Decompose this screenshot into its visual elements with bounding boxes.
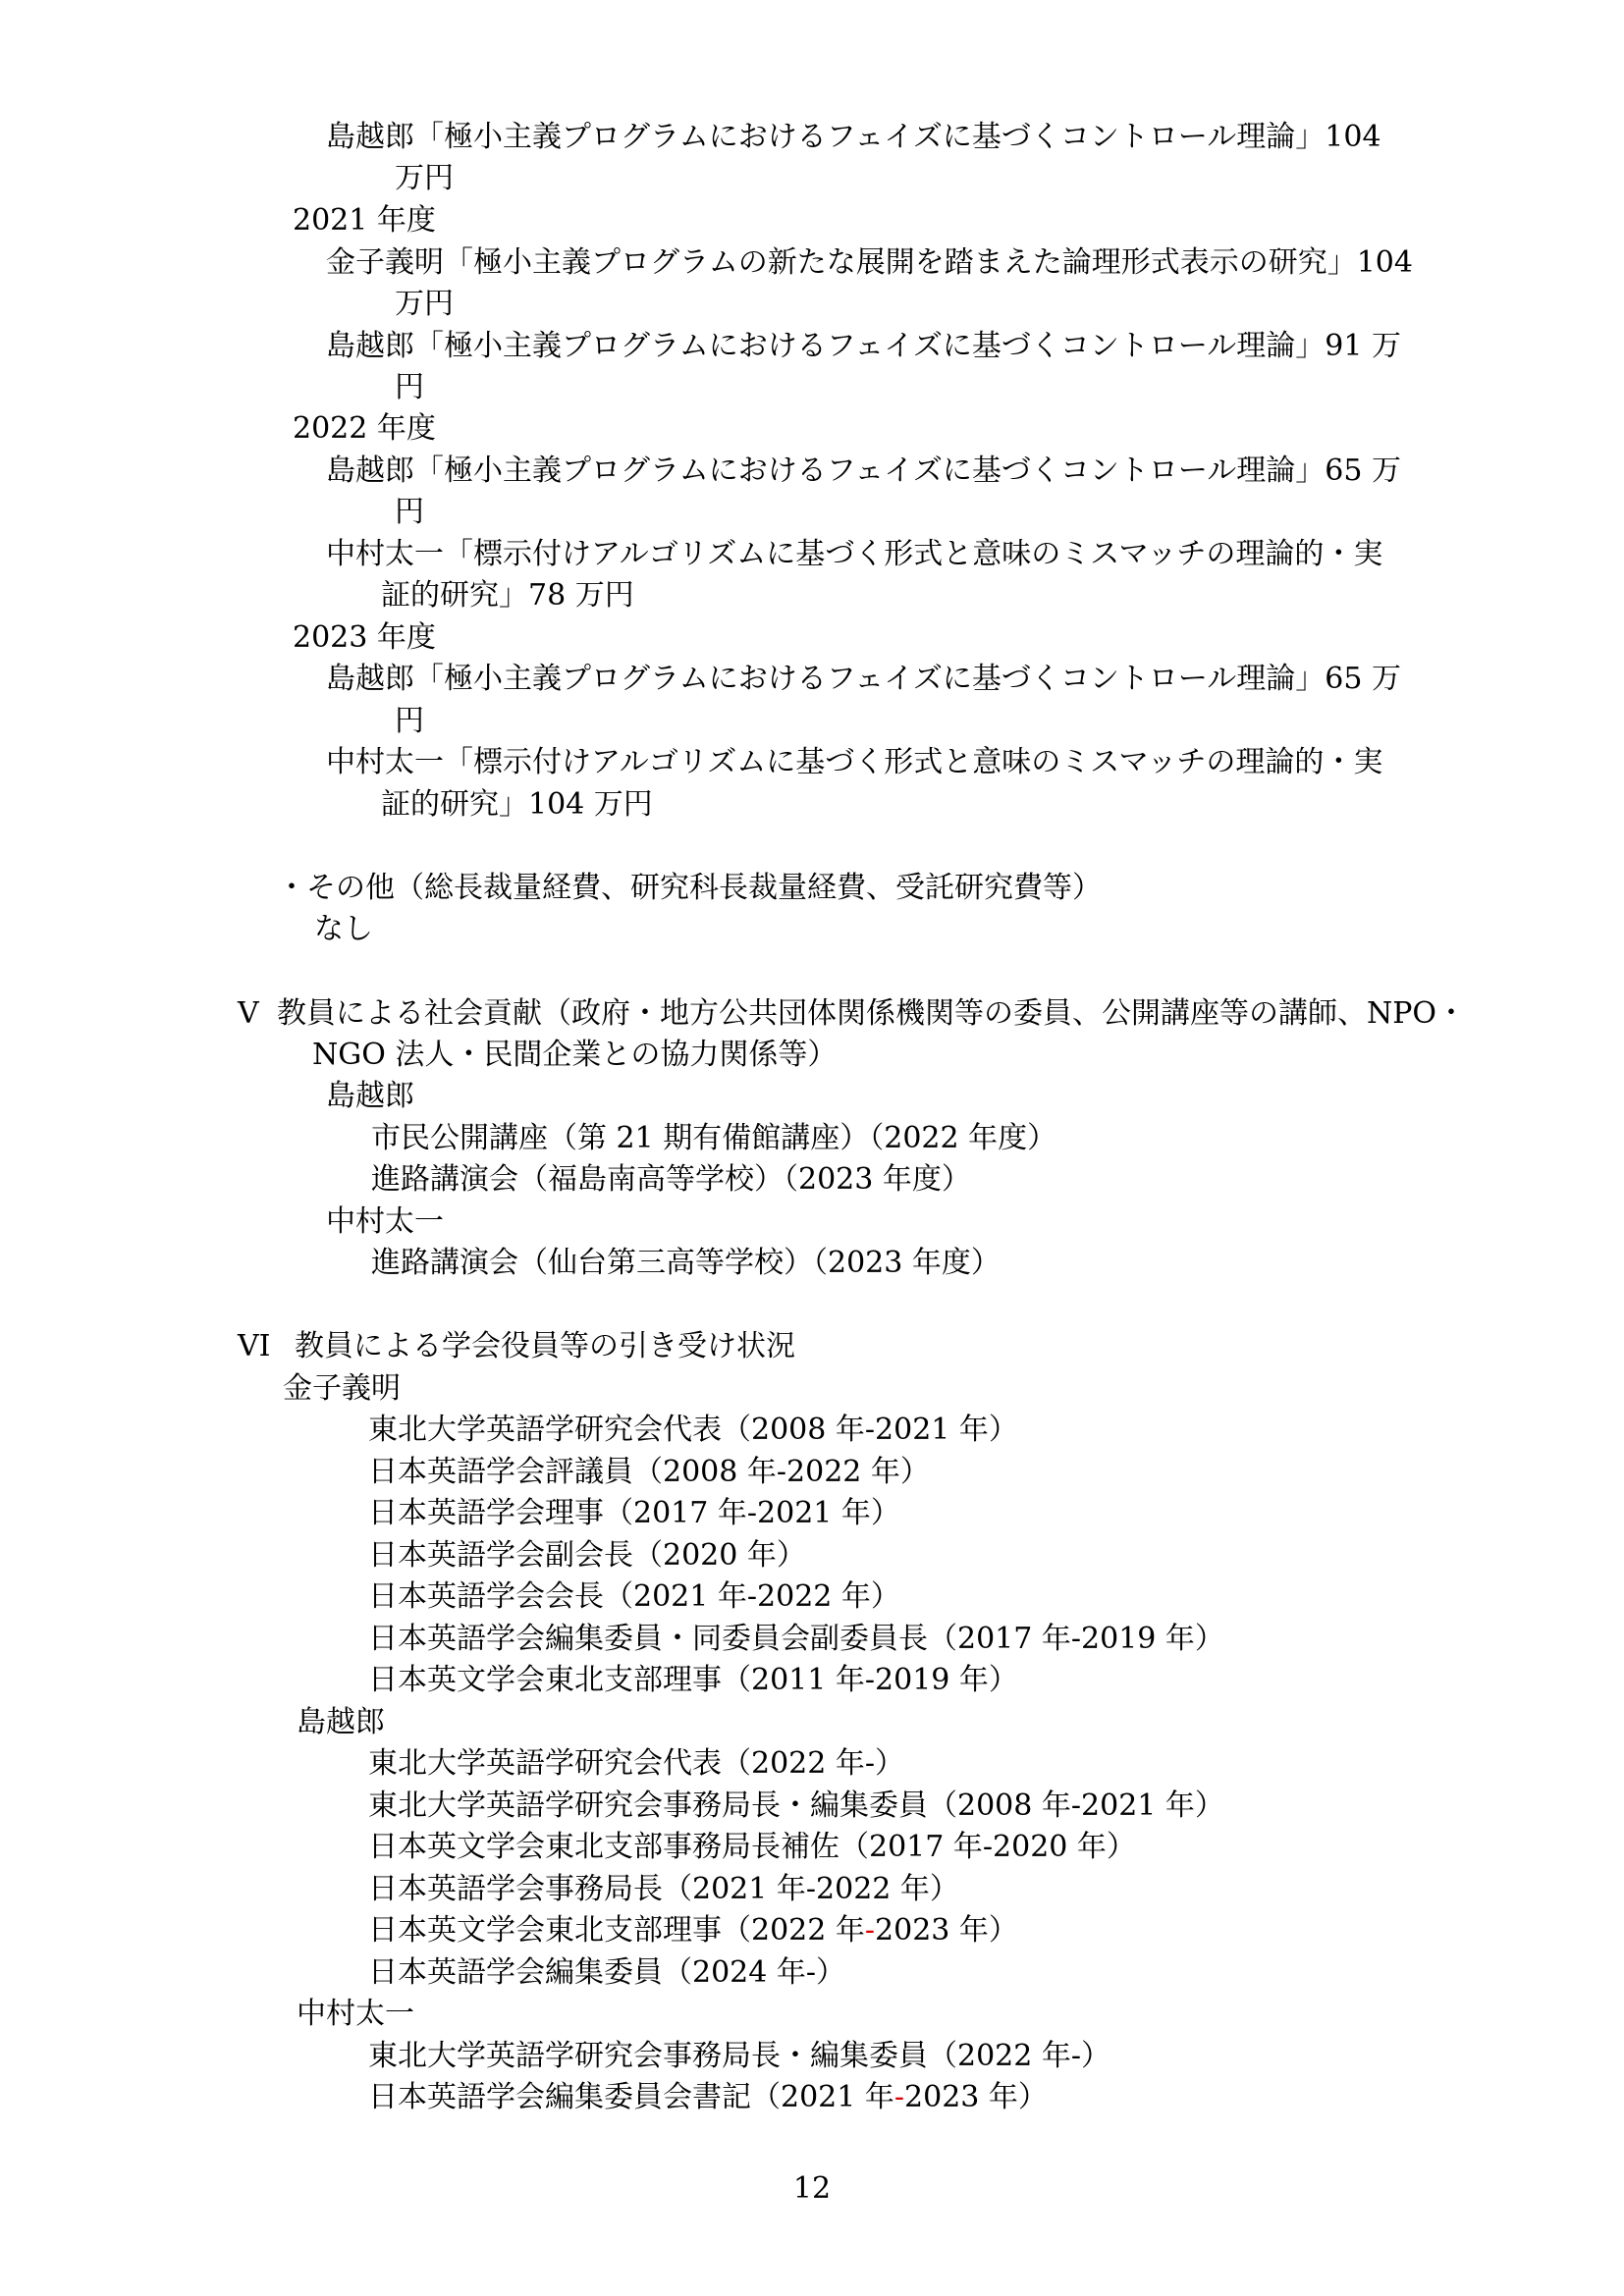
- list-item: 市民公開講座（第 21 期有備館講座）（2022 年度）: [371, 1121, 1057, 1155]
- section-title-cont: NGO 法人・民間企業との協力関係等）: [312, 1038, 838, 1072]
- list-item: 日本英語学会会長（2021 年-2022 年）: [368, 1579, 900, 1614]
- item-text: 日本英文学会東北支部理事（2022 年: [368, 1913, 865, 1948]
- section-title: 教員による学会役員等の引き受け状況: [295, 1329, 795, 1363]
- year-label: 2023 年度: [293, 620, 436, 655]
- item-text: 日本英語学会編集委員会書記（2021 年: [368, 2080, 894, 2114]
- list-item: 日本英語学会副会長（2020 年）: [368, 1538, 806, 1573]
- person-name: 金子義明: [283, 1371, 401, 1406]
- grant-line: 中村太一「標示付けアルゴリズムに基づく形式と意味のミスマッチの理論的・実: [326, 537, 1383, 571]
- grant-line: 金子義明「極小主義プログラムの新たな展開を踏まえた論理形式表示の研究」104: [326, 245, 1413, 280]
- other-heading: その他（総長裁量経費、研究科長裁量経費、受託研究費等）: [306, 871, 1102, 905]
- list-item: 進路講演会（福島南高等学校）（2023 年度）: [371, 1162, 971, 1197]
- section-numeral: V: [238, 996, 259, 1031]
- grant-line: 島越郎「極小主義プログラムにおけるフェイズに基づくコントロール理論」91 万: [326, 329, 1402, 363]
- list-item: 日本英文学会東北支部理事（2011 年-2019 年）: [368, 1663, 1018, 1697]
- list-item: 日本英語学会事務局長（2021 年-2022 年）: [368, 1872, 959, 1906]
- item-text: 2023 年）: [875, 1913, 1018, 1948]
- item-text: 2023 年）: [904, 2080, 1048, 2114]
- list-item: 進路講演会（仙台第三高等学校）（2023 年度）: [371, 1246, 1001, 1280]
- grant-line: 島越郎「極小主義プログラムにおけるフェイズに基づくコントロール理論」65 万: [326, 662, 1402, 696]
- page-number: 12: [792, 2171, 832, 2206]
- list-item: 日本英語学会編集委員・同委員会副委員長（2017 年-2019 年）: [368, 1622, 1224, 1656]
- grant-line: 島越郎「極小主義プログラムにおけるフェイズに基づくコントロール理論」104: [326, 120, 1381, 154]
- person-name: 中村太一: [326, 1204, 444, 1239]
- grant-line-cont: 証的研究」78 万円: [381, 578, 634, 613]
- year-label: 2021 年度: [293, 203, 436, 238]
- year-label: 2022 年度: [293, 411, 436, 446]
- other-value: なし: [314, 912, 373, 946]
- list-item: 東北大学英語学研究会代表（2022 年-）: [368, 1746, 905, 1781]
- list-item: 東北大学英語学研究会事務局長・編集委員（2022 年-）: [368, 2039, 1111, 2073]
- list-item: [368, 1911, 1018, 1950]
- highlight-dash: -: [864, 1913, 876, 1948]
- person-name: 島越郎: [326, 1079, 414, 1113]
- grant-line: 中村太一「標示付けアルゴリズムに基づく形式と意味のミスマッチの理論的・実: [326, 745, 1383, 779]
- grant-line-cont: 円: [395, 704, 424, 738]
- list-item: 東北大学英語学研究会事務局長・編集委員（2008 年-2021 年）: [368, 1789, 1224, 1823]
- grant-line: 島越郎「極小主義プログラムにおけるフェイズに基づくコントロール理論」65 万: [326, 454, 1402, 488]
- list-item: 日本英語学会編集委員（2024 年-）: [368, 1955, 846, 1990]
- grant-line-cont: 万円: [395, 161, 454, 195]
- bullet-icon: ・: [277, 871, 306, 905]
- person-name: 島越郎: [297, 1705, 385, 1739]
- person-name: 中村太一: [297, 1997, 414, 2031]
- list-item: 日本英語学会理事（2017 年-2021 年）: [368, 1496, 900, 1530]
- list-item: 日本英文学会東北支部事務局長補佐（2017 年-2020 年）: [368, 1830, 1136, 1864]
- highlight-dash: -: [893, 2080, 905, 2114]
- grant-line-cont: 証的研究」104 万円: [381, 787, 653, 822]
- grant-line-cont: 円: [395, 495, 424, 529]
- list-item: 日本英語学会評議員（2008 年-2022 年）: [368, 1455, 930, 1489]
- list-item: 東北大学英語学研究会代表（2008 年-2021 年）: [368, 1413, 1018, 1447]
- grant-line-cont: 万円: [395, 287, 454, 321]
- section-title: 教員による社会貢献（政府・地方公共団体関係機関等の委員、公開講座等の講師、NPO・: [277, 996, 1467, 1031]
- list-item: [368, 2078, 1048, 2117]
- grant-line-cont: 円: [395, 370, 424, 404]
- section-numeral: VI: [238, 1329, 271, 1363]
